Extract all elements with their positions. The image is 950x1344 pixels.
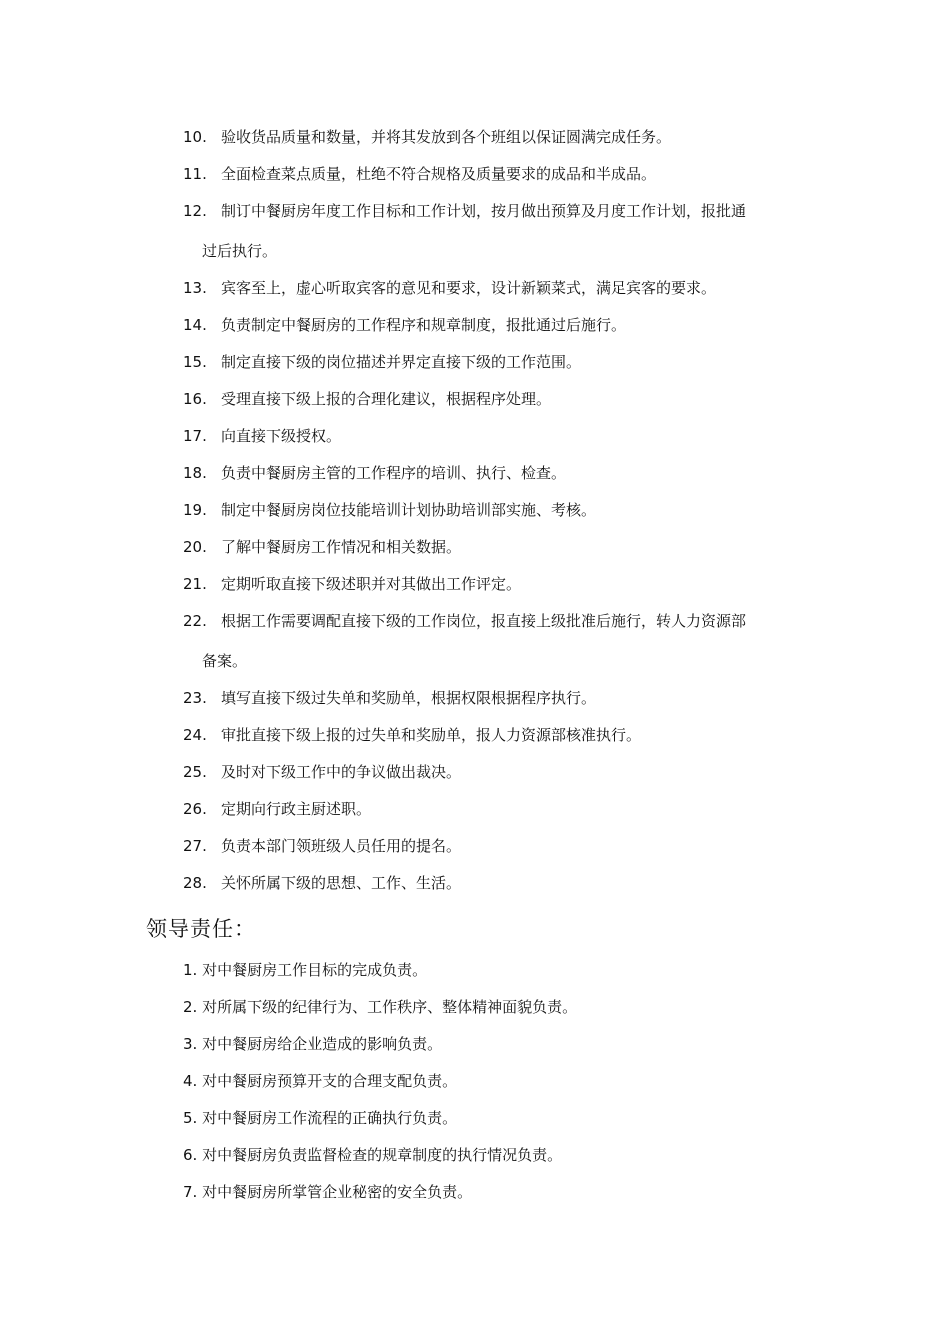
- item-number: 17.: [183, 427, 207, 445]
- list-item: [183, 163, 823, 185]
- item-number: 19.: [183, 501, 207, 519]
- item-text-continued: 备案。: [202, 652, 248, 670]
- list-item: 6. 对中餐厨房负责监督检查的规章制度的执行情况负责。: [183, 1146, 563, 1164]
- item-text: 填写直接下级过失单和奖励单，根据权限根据程序执行。: [221, 689, 597, 707]
- section-title: 领导责任：: [146, 917, 256, 941]
- list-item: [183, 872, 823, 894]
- item-text: 负责本部门领班级人员任用的提名。: [221, 837, 462, 855]
- item-number: 28.: [183, 874, 207, 892]
- item-number: 26.: [183, 800, 207, 818]
- list-item: 2. 对所属下级的纪律行为、工作秩序、整体精神面貌负责。: [183, 998, 578, 1016]
- responsibility-list: [183, 959, 823, 1218]
- list-item: [183, 277, 823, 299]
- item-number: 11.: [183, 165, 207, 183]
- item-number: 14.: [183, 316, 207, 334]
- list-item: [183, 835, 823, 857]
- item-text: 根据工作需要调配直接下级的工作岗位，报直接上级批准后施行，转人力资源部: [221, 612, 747, 630]
- list-item: [183, 200, 823, 262]
- list-item: 3. 对中餐厨房给企业造成的影响负责。: [183, 1035, 443, 1053]
- list-item: [183, 798, 823, 820]
- item-number: 21.: [183, 575, 207, 593]
- list-item: [183, 761, 823, 783]
- list-item: [183, 724, 823, 746]
- list-item: [183, 351, 823, 373]
- item-text: 了解中餐厨房工作情况和相关数据。: [221, 538, 462, 556]
- item-text: 制订中餐厨房年度工作目标和工作计划，按月做出预算及月度工作计划，报批通: [221, 202, 747, 220]
- duty-list: [183, 126, 823, 909]
- item-number: 16.: [183, 390, 207, 408]
- list-item: [183, 536, 823, 558]
- item-text: 定期听取直接下级述职并对其做出工作评定。: [221, 575, 522, 593]
- item-number: 12.: [183, 202, 207, 220]
- item-text: 验收货品质量和数量，并将其发放到各个班组以保证圆满完成任务。: [221, 128, 672, 146]
- item-text: 制定中餐厨房岗位技能培训计划协助培训部实施、考核。: [221, 501, 597, 519]
- list-item: [183, 610, 823, 672]
- list-item: [183, 499, 823, 521]
- item-number: 10.: [183, 128, 207, 146]
- list-item: [183, 314, 823, 336]
- list-item: [183, 462, 823, 484]
- item-text: 负责制定中餐厨房的工作程序和规章制度，报批通过后施行。: [221, 316, 627, 334]
- item-number: 22.: [183, 612, 207, 630]
- item-number: 13.: [183, 279, 207, 297]
- list-item: [183, 573, 823, 595]
- item-number: 24.: [183, 726, 207, 744]
- item-text: 宾客至上，虚心听取宾客的意见和要求，设计新颖菜式，满足宾客的要求。: [221, 279, 717, 297]
- item-number: 27.: [183, 837, 207, 855]
- list-item: 4. 对中餐厨房预算开支的合理支配负责。: [183, 1072, 458, 1090]
- item-text: 受理直接下级上报的合理化建议，根据程序处理。: [221, 390, 552, 408]
- list-item: 1. 对中餐厨房工作目标的完成负责。: [183, 961, 428, 979]
- list-item: [183, 388, 823, 410]
- item-number: 20.: [183, 538, 207, 556]
- list-item: [183, 425, 823, 447]
- list-item: 5. 对中餐厨房工作流程的正确执行负责。: [183, 1109, 458, 1127]
- item-text: 定期向行政主厨述职。: [221, 800, 372, 818]
- list-item: 7. 对中餐厨房所掌管企业秘密的安全负责。: [183, 1183, 473, 1201]
- item-text: 关怀所属下级的思想、工作、生活。: [221, 874, 462, 892]
- item-number: 18.: [183, 464, 207, 482]
- item-text-continued: 过后执行。: [202, 242, 278, 260]
- item-text: 向直接下级授权。: [221, 427, 342, 445]
- item-text: 全面检查菜点质量，杜绝不符合规格及质量要求的成品和半成品。: [221, 165, 657, 183]
- item-text: 及时对下级工作中的争议做出裁决。: [221, 763, 462, 781]
- item-text: 审批直接下级上报的过失单和奖励单，报人力资源部核准执行。: [221, 726, 642, 744]
- list-item: [183, 126, 823, 148]
- item-number: 23.: [183, 689, 207, 707]
- item-text: 负责中餐厨房主管的工作程序的培训、执行、检查。: [221, 464, 567, 482]
- item-text: 制定直接下级的岗位描述并界定直接下级的工作范围。: [221, 353, 582, 371]
- list-item: [183, 687, 823, 709]
- item-number: 25.: [183, 763, 207, 781]
- item-number: 15.: [183, 353, 207, 371]
